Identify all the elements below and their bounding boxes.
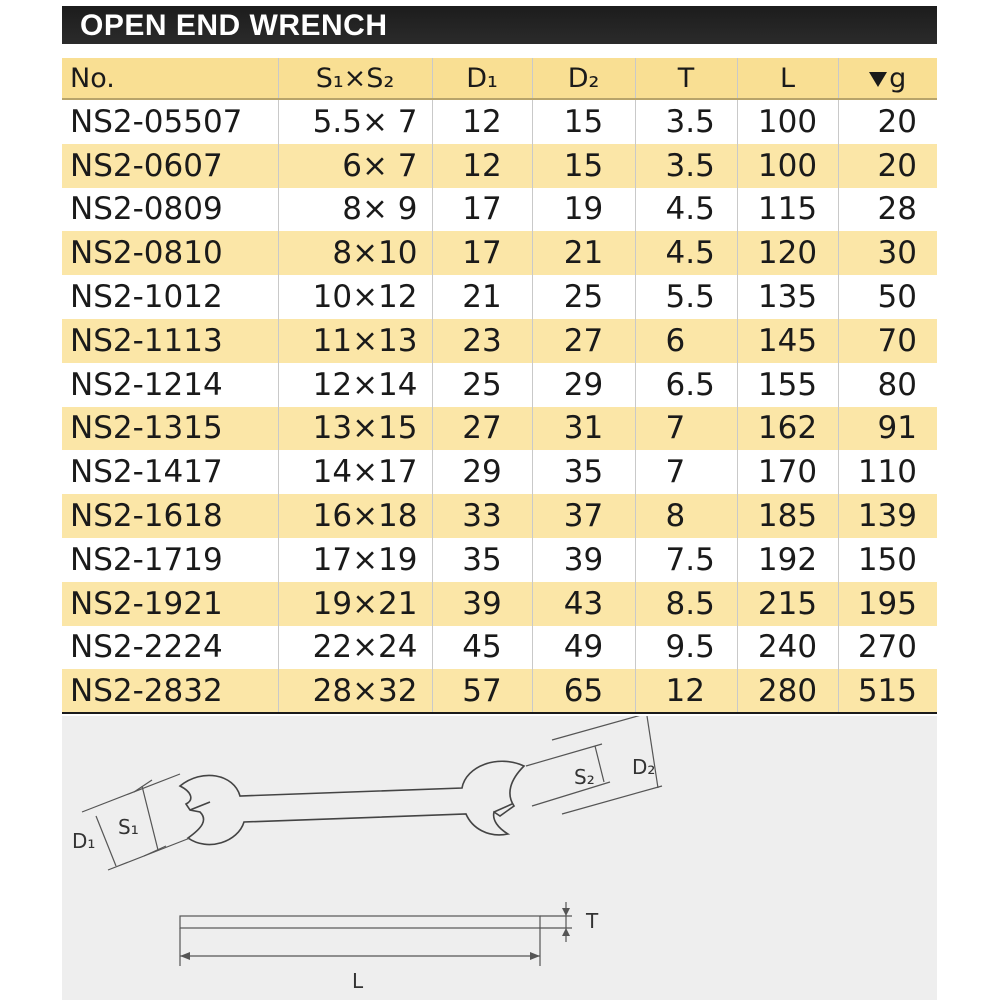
header-no: No.: [62, 58, 278, 99]
cell-no: NS2-1921: [70, 585, 223, 622]
cell-no: NS2-0607: [70, 147, 223, 184]
table-row: [62, 669, 937, 713]
cell-s1-s2: 8× 9: [278, 188, 432, 232]
table-row: [62, 626, 937, 670]
cell-t: 7: [635, 407, 737, 451]
cell-l: 192: [737, 538, 838, 582]
cell-d1: 27: [432, 407, 532, 451]
cell-s1-s2: 6× 7: [278, 144, 432, 188]
cell-no: NS2-1315: [70, 410, 223, 447]
cell-d2: 39: [532, 538, 635, 582]
cell-d1: 57: [432, 669, 532, 713]
table-row: [62, 450, 937, 494]
table-row: [62, 494, 937, 538]
table-bottom-rule: [62, 712, 937, 714]
cell-s1-s2: 14×17: [278, 450, 432, 494]
table-row: [62, 319, 937, 363]
cell-t: 12: [635, 669, 737, 713]
header-s1-s2: S₁×S₂: [278, 58, 432, 99]
cell-d1: 21: [432, 275, 532, 319]
cell-no: NS2-1417: [70, 454, 223, 491]
cell-l: 145: [737, 319, 838, 363]
cell-t: 3.5: [635, 144, 737, 188]
cell-t: 8.5: [635, 582, 737, 626]
cell-t: 6.5: [635, 363, 737, 407]
cell-d2: 35: [532, 450, 635, 494]
cell-d1: 33: [432, 494, 532, 538]
cell-no: NS2-0810: [70, 235, 223, 272]
cell-d1: 17: [432, 231, 532, 275]
label-s1: S₁: [118, 815, 139, 839]
title-bar: [62, 6, 937, 44]
header-l: L: [737, 58, 838, 99]
cell-s1-s2: 28×32: [278, 669, 432, 713]
cell-weight: 270: [838, 626, 937, 670]
cell-d1: 29: [432, 450, 532, 494]
cell-d2: 15: [532, 144, 635, 188]
cell-d1: 25: [432, 363, 532, 407]
cell-d1: 35: [432, 538, 532, 582]
cell-s1-s2: 12×14: [278, 363, 432, 407]
cell-weight: 139: [838, 494, 937, 538]
cell-s1-s2: 16×18: [278, 494, 432, 538]
cell-d1: 23: [432, 319, 532, 363]
cell-d2: 19: [532, 188, 635, 232]
cell-weight: 91: [838, 407, 937, 451]
cell-d2: 15: [532, 99, 635, 144]
cell-t: 7: [635, 450, 737, 494]
cell-d2: 25: [532, 275, 635, 319]
cell-no: NS2-2224: [70, 629, 223, 666]
weight-triangle-icon: [869, 72, 887, 87]
cell-weight: 150: [838, 538, 937, 582]
cell-t: 9.5: [635, 626, 737, 670]
cell-d2: 65: [532, 669, 635, 713]
cell-l: 170: [737, 450, 838, 494]
label-s2: S₂: [574, 765, 595, 789]
header-d2: D₂: [532, 58, 635, 99]
cell-no: NS2-1214: [70, 366, 223, 403]
cell-t: 4.5: [635, 231, 737, 275]
label-d1: D₁: [72, 829, 96, 853]
cell-s1-s2: 17×19: [278, 538, 432, 582]
cell-no: NS2-0809: [70, 191, 223, 228]
cell-s1-s2: 13×15: [278, 407, 432, 451]
cell-d2: 21: [532, 231, 635, 275]
cell-weight: 515: [838, 669, 937, 713]
cell-no: NS2-1113: [70, 322, 223, 359]
cell-t: 7.5: [635, 538, 737, 582]
cell-s1-s2: 10×12: [278, 275, 432, 319]
cell-l: 162: [737, 407, 838, 451]
cell-weight: 28: [838, 188, 937, 232]
cell-t: 3.5: [635, 99, 737, 144]
wrench-side-view: [180, 916, 540, 928]
cell-no: NS2-2832: [70, 673, 223, 710]
cell-s1-s2: 11×13: [278, 319, 432, 363]
header-g: g: [889, 62, 907, 94]
table-row: [62, 582, 937, 626]
spec-table: [62, 58, 937, 713]
cell-d2: 43: [532, 582, 635, 626]
cell-l: 135: [737, 275, 838, 319]
table-row: [62, 144, 937, 188]
cell-l: 215: [737, 582, 838, 626]
cell-weight: 70: [838, 319, 937, 363]
cell-l: 120: [737, 231, 838, 275]
header-t: T: [635, 58, 737, 99]
cell-d1: 12: [432, 99, 532, 144]
cell-s1-s2: 8×10: [278, 231, 432, 275]
cell-l: 100: [737, 144, 838, 188]
label-l: L: [352, 969, 364, 993]
cell-s1-s2: 22×24: [278, 626, 432, 670]
cell-weight: 110: [838, 450, 937, 494]
cell-t: 5.5: [635, 275, 737, 319]
table-row: [62, 99, 937, 144]
header-weight: [838, 58, 937, 99]
cell-no: NS2-05507: [70, 103, 243, 140]
table-row: [62, 275, 937, 319]
cell-no: NS2-1012: [70, 279, 223, 316]
cell-s1-s2: 19×21: [278, 582, 432, 626]
cell-no: NS2-1719: [70, 541, 223, 578]
cell-d2: 37: [532, 494, 635, 538]
table-body: [62, 99, 937, 713]
cell-no: NS2-1618: [70, 498, 223, 535]
cell-t: 4.5: [635, 188, 737, 232]
table-row: [62, 538, 937, 582]
cell-weight: 195: [838, 582, 937, 626]
label-d2: D₂: [632, 755, 656, 779]
table-row: [62, 188, 937, 232]
wrench-diagram: [62, 716, 937, 1000]
cell-l: 115: [737, 188, 838, 232]
cell-weight: 30: [838, 231, 937, 275]
cell-l: 100: [737, 99, 838, 144]
cell-weight: 50: [838, 275, 937, 319]
table-row: [62, 231, 937, 275]
cell-d2: 29: [532, 363, 635, 407]
cell-weight: 20: [838, 144, 937, 188]
table-header-row: [62, 58, 937, 99]
cell-d2: 27: [532, 319, 635, 363]
cell-t: 6: [635, 319, 737, 363]
cell-l: 280: [737, 669, 838, 713]
wrench-top-view: [180, 761, 524, 844]
cell-weight: 80: [838, 363, 937, 407]
table-row: [62, 407, 937, 451]
cell-l: 155: [737, 363, 838, 407]
cell-s1-s2: 5.5× 7: [278, 99, 432, 144]
table-row: [62, 363, 937, 407]
cell-d2: 49: [532, 626, 635, 670]
wrench-drawing: [62, 716, 937, 1000]
cell-d1: 17: [432, 188, 532, 232]
cell-t: 8: [635, 494, 737, 538]
label-t: T: [586, 909, 599, 933]
cell-weight: 20: [838, 99, 937, 144]
cell-d1: 12: [432, 144, 532, 188]
cell-d2: 31: [532, 407, 635, 451]
cell-l: 240: [737, 626, 838, 670]
cell-d1: 45: [432, 626, 532, 670]
header-d1: D₁: [432, 58, 532, 99]
page-title: OPEN END WRENCH: [80, 9, 388, 42]
cell-d1: 39: [432, 582, 532, 626]
cell-l: 185: [737, 494, 838, 538]
